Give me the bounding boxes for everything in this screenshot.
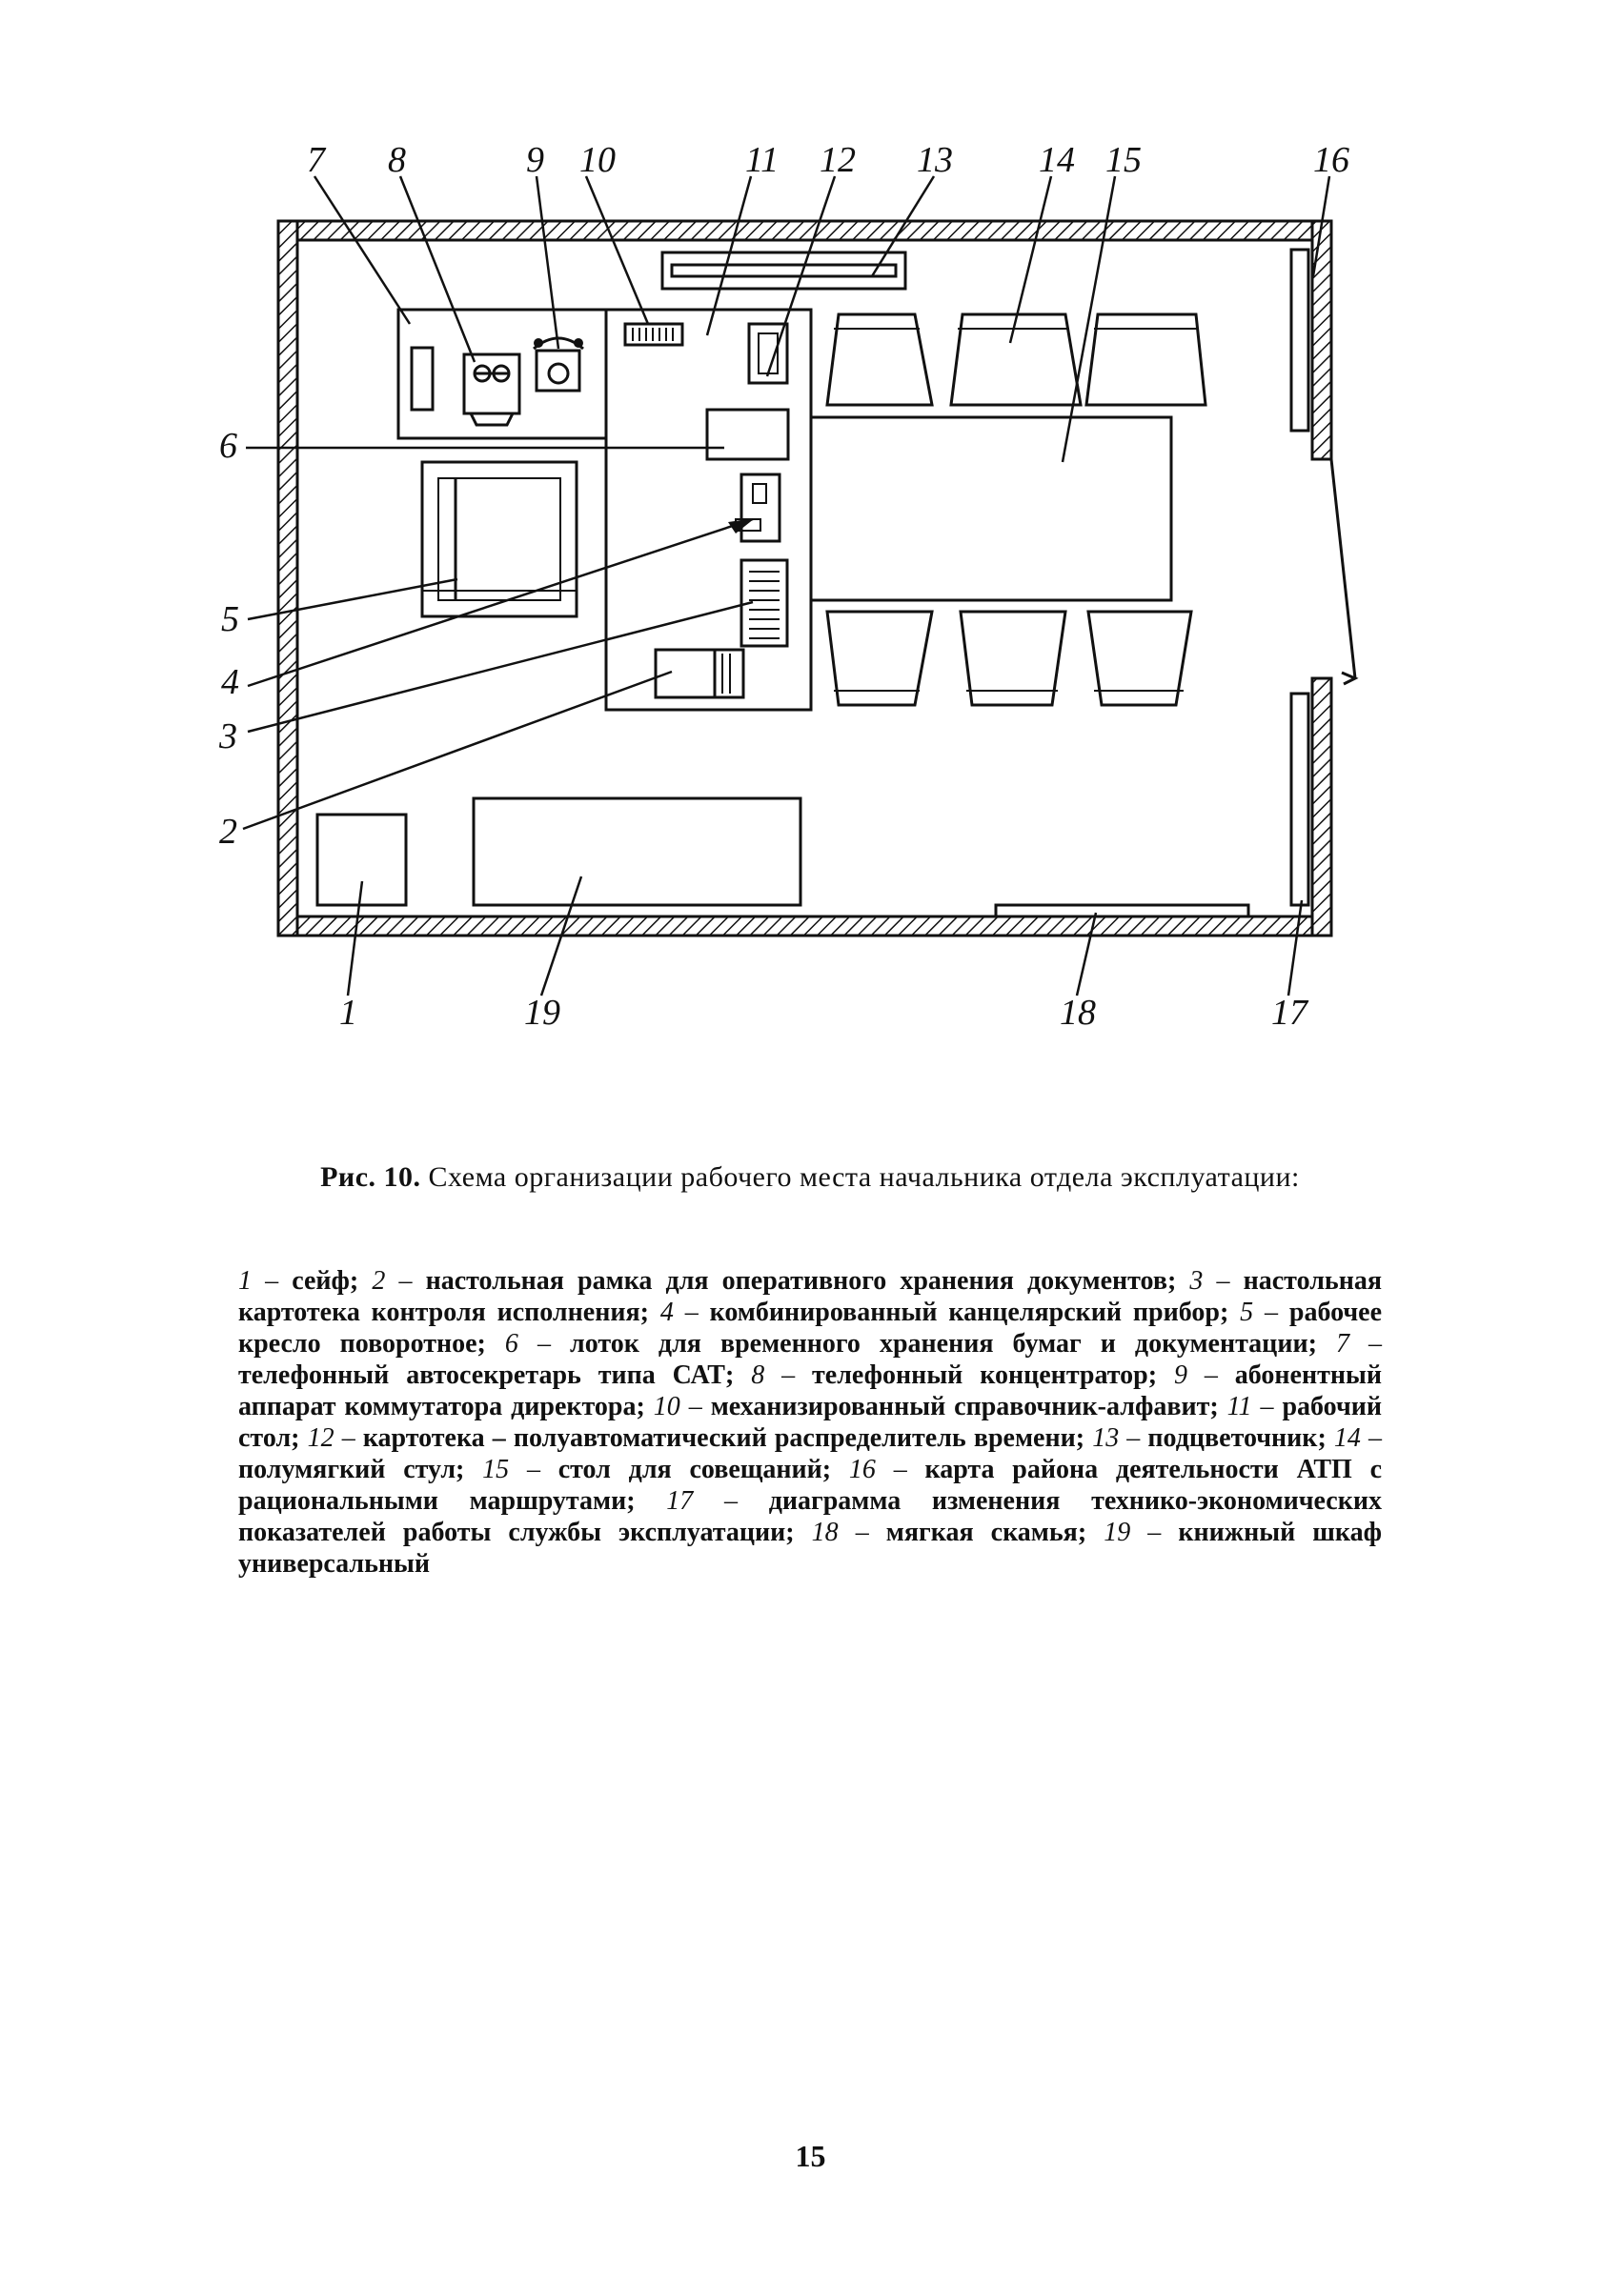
- index-alphabet-icon: [625, 324, 682, 345]
- label-9: 9: [526, 140, 544, 180]
- legend-item-text: карта района деятельности АТП с рациональными маршрутами: [238, 1455, 1382, 1516]
- legend-item-text: настольная картотека контроля исполнения: [238, 1266, 1382, 1327]
- label-14: 14: [1039, 140, 1075, 180]
- paper-tray: [707, 410, 788, 459]
- legend-item-number: 6: [504, 1329, 518, 1359]
- legend-item-text: книжный шкаф универсальный: [238, 1518, 1382, 1579]
- label-1: 1: [339, 993, 357, 1033]
- legend-item-number: 3: [1189, 1266, 1204, 1296]
- office-floor-plan: [0, 0, 1621, 1048]
- label-18: 18: [1060, 993, 1096, 1033]
- telephone-autosecretary: [412, 348, 433, 410]
- legend-item: 18 – мягкая скамья;: [811, 1518, 1104, 1547]
- legend-item-number: 1: [238, 1266, 252, 1296]
- district-map-board: [1291, 250, 1308, 431]
- door-leaf: [1331, 459, 1355, 678]
- legend-item-number: 17: [666, 1486, 694, 1516]
- label-15: 15: [1105, 140, 1142, 180]
- legend-item: 5 – рабочее кресло поворотное;: [238, 1298, 1383, 1359]
- label-3: 3: [219, 716, 237, 756]
- semi-soft-chair: [827, 314, 932, 405]
- legend-item-number: 7: [1335, 1329, 1349, 1359]
- telephone-concentrator-icon: [464, 354, 519, 425]
- legend-item-number: 14: [1333, 1423, 1361, 1453]
- work-desk: [606, 310, 811, 710]
- legend-item: 4 – комбинированный канцелярский прибор;: [659, 1298, 1241, 1327]
- label-13: 13: [917, 140, 953, 180]
- legend-item-number: 19: [1104, 1518, 1131, 1547]
- label-16: 16: [1313, 140, 1349, 180]
- legend-item-text: подцветочник: [1147, 1423, 1318, 1453]
- legend-item: 3 – настольная картотека контроля исполнения;: [238, 1266, 1382, 1327]
- legend-item-text: телефонный концентратор: [812, 1360, 1148, 1390]
- legend-item-number: 16: [848, 1455, 876, 1484]
- legend-item: 16 – карта района деятельности АТП с рациональными маршрутами;: [238, 1455, 1382, 1516]
- legend-item-text: картотека – полуавтоматический распределитель времени: [362, 1423, 1076, 1453]
- legend-item: 19 – книжный шкаф универсальный: [238, 1518, 1382, 1579]
- label-8: 8: [388, 140, 406, 180]
- page-number: 15: [795, 2139, 826, 2173]
- legend-item: 17 – диаграмма изменения технико-экономических показателей работы службы эксплуатации;: [238, 1486, 1382, 1547]
- legend-item-text: настольная рамка для оперативного хранения документов: [425, 1266, 1167, 1296]
- legend-item: 14 – полумягкий стул;: [238, 1423, 1383, 1484]
- legend-item: 6 – лоток для временного хранения бумаг и документации;: [504, 1329, 1336, 1359]
- figure-legend: [238, 1265, 1382, 1580]
- semi-soft-chair: [827, 612, 932, 705]
- legend-item-text: стол для совещаний: [557, 1455, 822, 1484]
- semi-soft-chair: [1086, 314, 1206, 405]
- legend-item-text: мягкая скамья: [885, 1518, 1078, 1547]
- legend-item: 7 – телефонный автосекретарь типа САТ;: [238, 1329, 1382, 1390]
- figure-caption: [238, 1160, 1382, 1195]
- label-2: 2: [219, 812, 237, 852]
- legend-item-text: механизированный справочник-алфавит: [710, 1392, 1210, 1421]
- door-arrow-icon: [1342, 673, 1355, 684]
- legend-item: 13 – подцветочник;: [1092, 1423, 1334, 1453]
- legend-item: 10 – механизированный справочник-алфавит;: [653, 1392, 1227, 1421]
- caption-text: Схема организации рабочего места начальника отдела эксплуатации:: [428, 1161, 1300, 1193]
- legend-item-number: 13: [1092, 1423, 1120, 1453]
- bookcase: [474, 798, 800, 905]
- legend-item-number: 10: [653, 1392, 680, 1421]
- label-19: 19: [524, 993, 560, 1033]
- legend-item: 15 – стол для совещаний;: [482, 1455, 849, 1484]
- legend-item: 12 – картотека – полуавтоматический распределитель времени;: [307, 1423, 1093, 1453]
- legend-item: 8 – телефонный концентратор;: [751, 1360, 1174, 1390]
- legend-item-text: абонентный аппарат коммутатора директора: [238, 1360, 1383, 1421]
- legend-item-number: 12: [307, 1423, 334, 1453]
- semi-soft-chair: [951, 314, 1081, 405]
- legend-item-text: полумягкий стул: [238, 1455, 456, 1484]
- label-11: 11: [745, 140, 780, 180]
- swivel-chair: [422, 462, 577, 616]
- legend-item-number: 15: [482, 1455, 510, 1484]
- label-7: 7: [307, 140, 325, 180]
- semi-soft-chair: [1088, 612, 1191, 705]
- indicators-diagram-board: [1291, 694, 1308, 905]
- figure-number: Рис. 10.: [320, 1161, 421, 1193]
- legend-item-number: 2: [372, 1266, 386, 1296]
- soft-bench: [996, 905, 1248, 916]
- legend-item-number: 18: [811, 1518, 839, 1547]
- legend-item-number: 4: [659, 1298, 674, 1327]
- label-17: 17: [1271, 993, 1307, 1033]
- legend-item-number: 9: [1173, 1360, 1187, 1390]
- legend-item-text: сейф: [292, 1266, 350, 1296]
- legend-item-text: лоток для временного хранения бумаг и документации: [570, 1329, 1308, 1359]
- legend-item-number: 8: [751, 1360, 765, 1390]
- legend-item-text: рабочий стол: [238, 1392, 1383, 1453]
- legend-item-number: 11: [1226, 1392, 1252, 1421]
- label-6: 6: [219, 426, 237, 466]
- stationery-set: [736, 474, 780, 541]
- label-10: 10: [579, 140, 616, 180]
- semi-soft-chair: [961, 612, 1065, 705]
- legend-item-text: телефонный автосекретарь типа САТ: [238, 1360, 725, 1390]
- label-5: 5: [221, 599, 239, 639]
- legend-item: 9 – абонентный аппарат коммутатора директора;: [238, 1360, 1383, 1421]
- legend-item-text: комбинированный канцелярский прибор: [709, 1298, 1220, 1327]
- label-12: 12: [820, 140, 856, 180]
- label-4: 4: [221, 662, 239, 702]
- legend-item-number: 5: [1240, 1298, 1254, 1327]
- phone-table: [398, 310, 606, 438]
- legend-item: 2 – настольная рамка для оперативного хранения документов;: [372, 1266, 1190, 1296]
- legend-item: 1 – сейф;: [238, 1266, 373, 1296]
- legend-item-text: рабочее кресло поворотное: [238, 1298, 1383, 1359]
- legend-item: 11 – рабочий стол;: [238, 1392, 1383, 1453]
- legend-item-text: диаграмма изменения технико-экономических показателей работы службы эксплуатации: [238, 1486, 1382, 1547]
- meeting-table: [811, 417, 1171, 600]
